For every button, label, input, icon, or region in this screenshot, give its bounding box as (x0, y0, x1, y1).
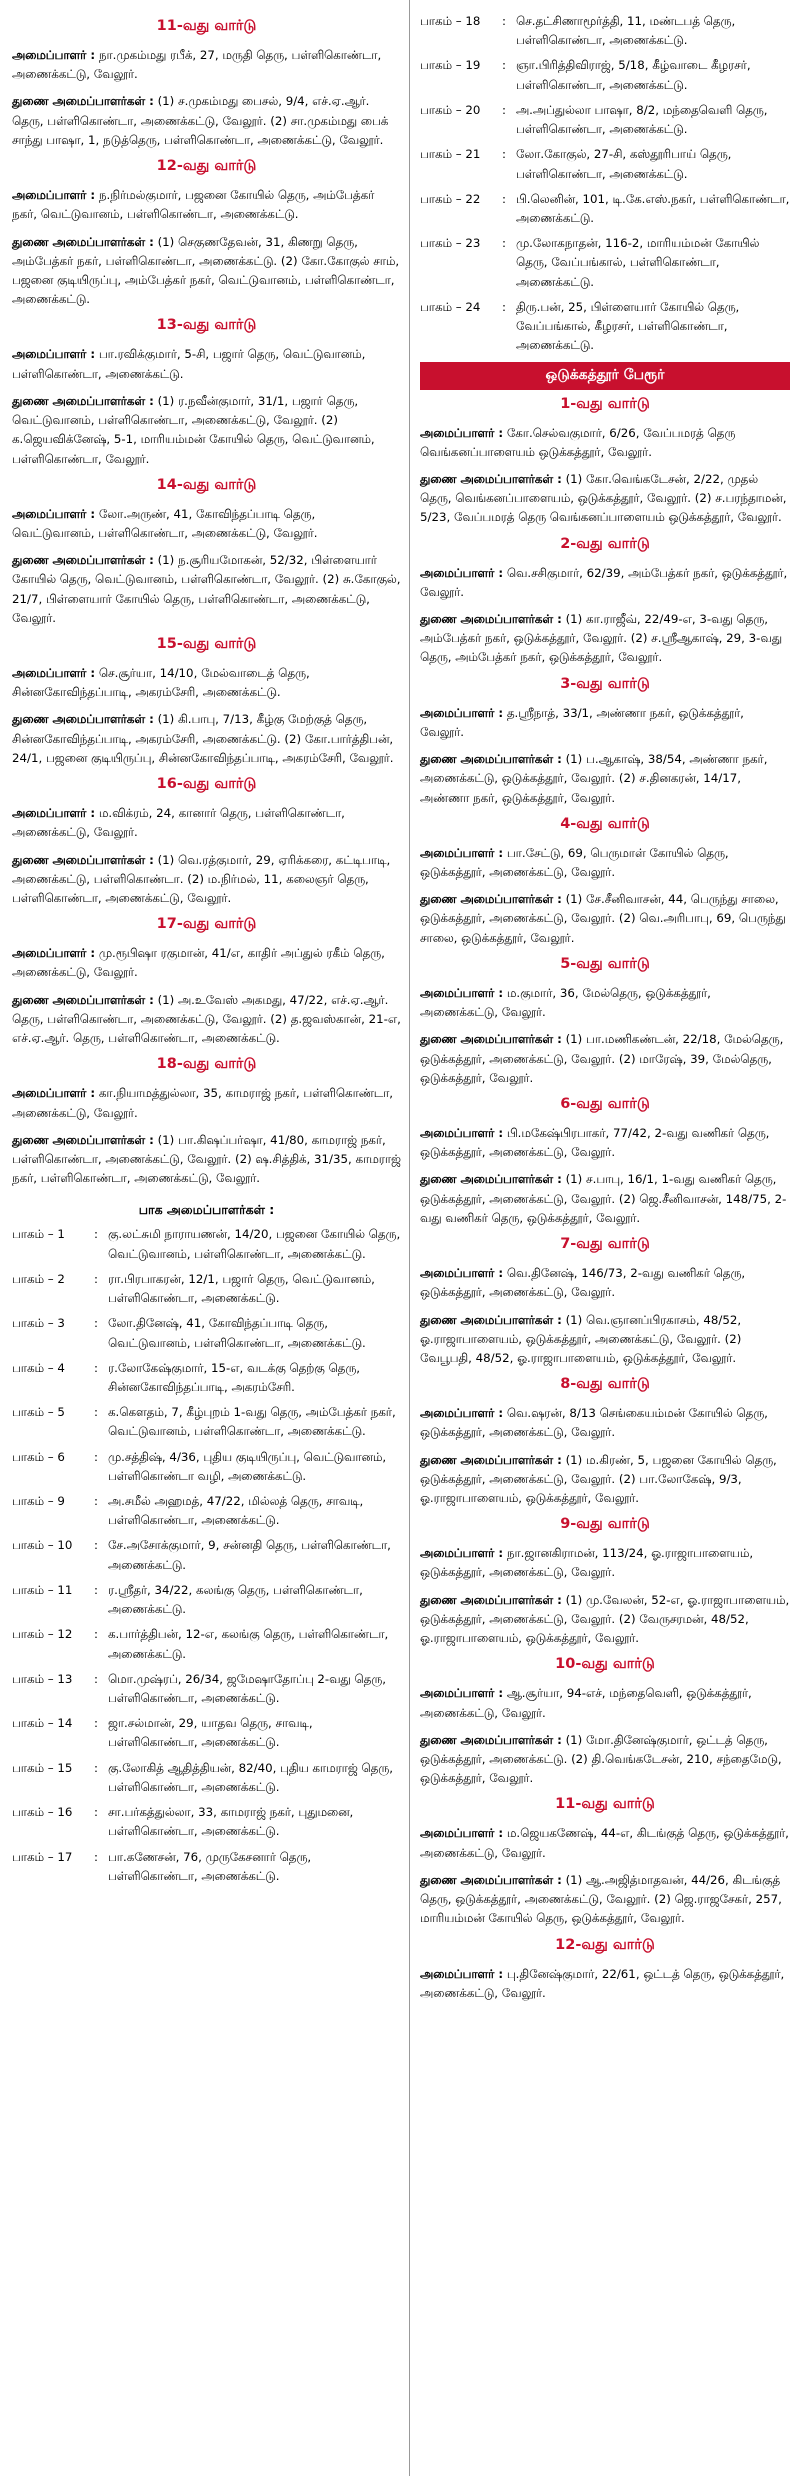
ward-heading: 11-வது வார்டு (156, 18, 257, 34)
booth-row (12, 1314, 401, 1352)
deputy-organizers-details: (1) வெ.ஞானப்பிரகாசம், 48/52, ஓ.ராஜாபாளையம், ஒடுக்கத்தூர், அணைக்கட்டு, வேலூர். (2) வேபூபதி, 48/52, ஓ.ராஜாபாளையம், ஒடுக்கத்தூர், வேலூர். (420, 1312, 742, 1365)
booth-label: பாகம் (12, 1494, 44, 1509)
ward-section (12, 776, 401, 908)
booth-number-value: 2 (57, 1271, 65, 1286)
booth-organizer-details: மொ.முஷ்ரப், 26/34, ஜமேஷாதோப்பு 2-வது தெரு, பள்ளிகொண்டா, அணைக்கட்டு. (108, 1671, 386, 1705)
organizer-label: அமைப்பாளர் : (420, 565, 504, 580)
deputy-organizers-label: துணை அமைப்பாளர்கள் : (12, 94, 154, 109)
organizer-entry (12, 186, 401, 224)
booth-separator: : (502, 14, 506, 28)
booth-row (12, 1803, 401, 1841)
organizer-details: நா.ஜானகிராமன், 113/24, ஓ.ராஜாபாளையம், ஒடுக்கத்தூர், அணைக்கட்டு, வேலூர். (420, 1546, 754, 1580)
booth-number: பாகம் – 15 (12, 1760, 73, 1775)
organizer-details: பு.தினேஷ்குமார், 22/61, ஒட்டத் தெரு, ஒடுக்கத்தூர், அணைக்கட்டு, வேலூர். (420, 1966, 785, 2000)
ward-heading: 9-வது வார்டு (560, 1516, 650, 1533)
organizer-label: அமைப்பாளர் : (420, 1266, 504, 1281)
ward-section (12, 18, 401, 150)
deputy-organizers-label: துணை அமைப்பாளர்கள் : (420, 1872, 562, 1887)
left-ward-list (12, 18, 401, 1188)
deputy-organizers-entry (420, 1170, 790, 1228)
organizer-label: அமைப்பாளர் : (12, 1086, 96, 1101)
booth-label: பாகம் (420, 58, 452, 73)
organizer-label: அமைப்பாளர் : (420, 1686, 504, 1701)
booth-number: பாகம் – 1 (12, 1227, 65, 1242)
booth-separator: : (94, 1360, 98, 1375)
booth-organizer-details: க.கௌதம், 7, கீழ்புறம் 1-வது தெரு, அம்பேத்கர் நகர், வெட்டுவானம், பள்ளிகொண்டா, அணைக்கட்டு. (108, 1405, 396, 1439)
deputy-organizers-details: (1) பா.கிஷப்பர்ஷா, 41/80, காமராஜ் நகர், பள்ளிகொண்டா, அணைக்கட்டு, வேலூர். (2) ஷ.சித்திக், 31/35, காமராஜ் நகர், பள்ளிகொண்டா, அணைக்கட்டு, வேலூர். (12, 1132, 401, 1186)
booth-number-value: 12 (57, 1627, 73, 1642)
booth-organizer-details: பி.லெனின், 101, டி.கே.எஸ்.நகர், பள்ளிகொண்டா, அணைக்கட்டு. (516, 191, 790, 225)
town-banner: ஒடுக்கத்தூர் பேரூர் (420, 362, 790, 390)
ward-heading: 3-வது வார்டு (560, 675, 650, 692)
organizer-entry (420, 1824, 790, 1862)
deputy-organizers-details: (1) ந.சூரியமோகன், 52/32, பிள்ளையார் கோயில் தெரு, வெட்டுவானம், பள்ளிகொண்டா, வேலூர். (2) சு.கோகுல், 21/7, பிள்ளையார் கோயில் தெரு, பள்ளிகொண்டா, அணைக்கட்டு, வேலூர். (12, 553, 401, 625)
booth-organizer-details: ர.ஸ்ரீதர், 34/22, கலங்கு தெரு, பள்ளிகொண்டா, அணைக்கட்டு. (108, 1582, 363, 1617)
booth-organizer-details: மு.சத்திஷ், 4/36, புதிய குடியிருப்பு, வெட்டுவானம், பள்ளிகொண்டா வழி, அணைக்கட்டு. (108, 1449, 387, 1483)
deputy-organizers-details: (1) ப.ஆகாஷ், 38/54, அண்ணா நகர், அணைக்கட்டு, ஒடுக்கத்தூர், வேலூர். (2) ச.தினகரன், 14/17, அண்ணா நகர், ஒடுக்கத்தூர், வேலூர். (420, 752, 768, 805)
booth-number: பாகம் – 4 (12, 1360, 65, 1375)
deputy-organizers-details: (1) பா.மணிகண்டன், 22/18, மேல்தெரு, ஒடுக்கத்தூர், அணைக்கட்டு, வேலூர். (2) மாரேஷ், 39, மேல்தெரு, ஒடுக்கத்தூர், வேலூர். (420, 1032, 784, 1085)
deputy-organizers-details: (1) செகுணதேவன், 31, கிணறு தெரு, அம்பேத்கர் நகர், பள்ளிகொண்டா, அணைக்கட்டு. (2) கோ.கோகுல் சாம், பஜனை குடியிருப்பு, அம்பேத்கர் நகர், வெட்டுவானம், பள்ளிகொண்டா, அணைக்கட்டு. (12, 234, 400, 307)
booth-separator: : (94, 1538, 98, 1553)
booth-separator: : (94, 1227, 98, 1242)
ward-heading: 14-வது வார்டு (156, 476, 257, 493)
ward-section (420, 1796, 790, 1928)
deputy-organizers-entry (12, 92, 401, 150)
deputy-organizers-entry (420, 1030, 790, 1088)
booth-label: பாகம் (420, 147, 452, 162)
deputy-organizers-entry (12, 1131, 401, 1189)
ward-heading: 1-வது வார்டு (560, 395, 650, 412)
organizer-details: நா.முகம்மது ரபீக், 27, மருதி தெரு, பள்ளிகொண்டா, அணைக்கட்டு, வேலூர். (12, 48, 382, 82)
ward-heading: 7-வது வார்டு (560, 1236, 650, 1253)
booth-label: பாகம் (12, 1227, 44, 1242)
organizer-label: அமைப்பாளர் : (420, 1546, 504, 1561)
ward-section (420, 816, 790, 948)
organizer-entry (12, 1084, 401, 1122)
ward-section (12, 317, 401, 468)
booth-separator: : (94, 1805, 98, 1820)
booth-separator: : (94, 1582, 98, 1597)
booth-label: பாகம் (12, 1360, 44, 1375)
organizer-label: அமைப்பாளர் : (12, 48, 96, 62)
booth-list-left (12, 1225, 401, 1886)
organizer-entry (420, 424, 790, 462)
booth-number-value: 14 (57, 1716, 73, 1731)
booth-number-value: 1 (57, 1227, 65, 1242)
booth-number-value: 9 (57, 1494, 65, 1509)
booth-organizer-details: ர.லோகேஷ்குமார், 15-எ, வடக்கு தெற்கு தெரு, சின்னகோவிந்தப்பாடி, அகரம்சேரி. (108, 1360, 361, 1394)
booth-number: பாகம் – 12 (12, 1627, 73, 1642)
deputy-organizers-details: (1) சே.சீனிவாசன், 44, பெருந்து சாலை, ஒடுக்கத்தூர், அணைக்கட்டு, வேலூர். (2) வெ.அரிபாபு, 69, பெருந்து சாலை, ஒடுக்கத்தூர், வேலூர். (420, 892, 786, 945)
deputy-organizers-entry (420, 610, 790, 668)
ward-heading: 8-வது வார்டு (560, 1376, 650, 1393)
organizer-entry (12, 505, 401, 543)
deputy-organizers-entry (12, 991, 401, 1049)
organizer-entry (420, 844, 790, 882)
ward-section (420, 396, 790, 528)
ward-heading: 13-வது வார்டு (156, 317, 257, 334)
booth-row (420, 145, 790, 183)
deputy-organizers-label: துணை அமைப்பாளர்கள் : (420, 1732, 562, 1747)
booth-label: பாகம் (12, 1627, 44, 1642)
booth-organizer-details: ரா.பிரபாகரன், 12/1, பஜார் தெரு, வெட்டுவானம், பள்ளிகொண்டா, அணைக்கட்டு. (108, 1271, 375, 1306)
booth-number: பாகம் – 9 (12, 1494, 65, 1509)
booth-row (420, 234, 790, 292)
booth-number-value: 22 (465, 191, 481, 206)
organizer-label: அமைப்பாளர் : (420, 845, 504, 860)
right-ward-list (420, 396, 790, 2003)
deputy-organizers-entry (420, 1591, 790, 1649)
booth-number: பாகம் – 11 (12, 1582, 73, 1597)
booth-number: பாகம் – 23 (420, 236, 481, 251)
deputy-organizers-label: துணை அமைப்பாளர்கள் : (420, 1312, 562, 1327)
organizer-entry (12, 944, 401, 982)
organizer-entry (420, 1404, 790, 1442)
booth-organizer-details: மு.லோகநாதன், 116-2, மாரியம்மன் கோயில் தெரு, வேப்பங்கால், பள்ளிகொண்டா, அணைக்கட்டு. (516, 236, 760, 289)
deputy-organizers-entry (12, 392, 401, 469)
ward-heading: 12-வது வார்டு (555, 1936, 655, 1953)
organizer-entry (420, 1684, 790, 1722)
organizer-label: அமைப்பாளர் : (420, 985, 504, 1000)
ward-heading: 5-வது வார்டு (560, 955, 650, 972)
booth-number-value: 19 (465, 58, 481, 73)
deputy-organizers-entry (420, 750, 790, 808)
deputy-organizers-label: துணை அமைப்பாளர்கள் : (420, 1592, 562, 1607)
ward-section (420, 1937, 790, 2003)
organizer-details: லோ.அருண், 41, கோவிந்தப்பாடி தெரு, வெட்டுவானம், பள்ளிகொண்டா, அணைக்கட்டு, வேலூர். (12, 506, 318, 540)
organizer-details: வெ.சசிகுமார், 62/39, அம்பேத்கர் நகர், ஒடுக்கத்தூர், வேலூர். (420, 565, 788, 599)
booth-number-value: 24 (465, 299, 481, 314)
organizer-label: அமைப்பாளர் : (420, 425, 504, 440)
organizer-entry (420, 564, 790, 602)
deputy-organizers-label: துணை அமைப்பாளர்கள் : (12, 992, 154, 1007)
booth-organizer-details: ஞா.பிரித்திவிராஜ், 5/18, கீழ்வாடை கீழரசர், பள்ளிகொண்டா, அணைக்கட்டு. (516, 58, 751, 92)
booth-number-value: 17 (57, 1849, 73, 1864)
organizer-details: வெ.தினேஷ், 146/73, 2-வது வணிகர் தெரு, ஒடுக்கத்தூர், அணைக்கட்டு, வேலூர். (420, 1266, 746, 1300)
ward-section (12, 916, 401, 1048)
ward-heading: 10-வது வார்டு (555, 1656, 655, 1673)
booth-number: பாகம் – 2 (12, 1271, 65, 1286)
booth-number-value: 20 (465, 102, 481, 117)
organizer-details: த.ஸ்ரீநாத், 33/1, அண்ணா நகர், ஒடுக்கத்தூர், வேலூர். (420, 705, 744, 739)
deputy-organizers-label: துணை அமைப்பாளர்கள் : (12, 553, 154, 568)
booth-number: பாகம் – 14 (12, 1716, 73, 1731)
deputy-organizers-label: துணை அமைப்பாளர்கள் : (420, 612, 562, 627)
booth-organizers-title: பாக அமைப்பாளர்கள் : (138, 1202, 275, 1218)
booth-separator: : (94, 1494, 98, 1509)
booth-separator: : (94, 1627, 98, 1642)
deputy-organizers-entry (12, 233, 401, 310)
deputy-organizers-details: (1) மோ.தினேஷ்குமார், ஒட்டத் தெரு, ஒடுக்கத்தூர், அணைக்கட்டு. (2) தி.வெங்கடேசன், 210, சந்தைமேடு, ஒடுக்கத்தூர், வேலூர். (420, 1732, 782, 1786)
organizer-entry (420, 704, 790, 742)
deputy-organizers-details: (1) வெ.ரத்குமார், 29, ஏரிக்கரை, கட்டிபாடி, அணைக்கட்டு, பள்ளிகொண்டா. (2) ம.நிர்மல், 11, கலைஞர் தெரு, பள்ளிகொண்டா, அணைக்கட்டு, வேலூர். (12, 852, 391, 905)
organizer-entry (12, 804, 401, 842)
booth-label: பாகம் (12, 1538, 44, 1553)
ward-heading: 2-வது வார்டு (560, 535, 650, 552)
booth-label: பாகம் (12, 1405, 44, 1420)
deputy-organizers-details: (1) கி.பாபு, 7/13, கீழ்கு மேற்குத் தெரு, சின்னகோவிந்தப்பாடி, அகரம்சேரி, அணைக்கட்டு. (2) கோ.பார்த்திபன், 24/1, பஜனை குடியிருப்பு, சின்னகோவிந்தப்பாடி, அகரம்சேரி, வேலூர். (12, 712, 394, 765)
booth-organizer-details: சே.அசோக்குமார், 9, சன்னதி தெரு, பள்ளிகொண்டா, அணைக்கட்டு. (108, 1538, 391, 1572)
organizer-entry (12, 345, 401, 383)
booth-organizer-details: லோ.தினேஷ், 41, கோவிந்தப்பாடி தெரு, வெட்டுவானம், பள்ளிகொண்டா, அணைக்கட்டு. (108, 1316, 366, 1350)
deputy-organizers-label: துணை அமைப்பாளர்கள் : (420, 1032, 562, 1047)
ward-heading: 4-வது வார்டு (560, 815, 650, 832)
organizer-details: பி.மகேஷ்பிரபாகர், 77/42, 2-வது வணிகர் தெரு, ஒடுக்கத்தூர், அணைக்கட்டு, வேலூர். (420, 1125, 770, 1160)
booth-row (12, 1270, 401, 1308)
booth-number-value: 21 (465, 147, 481, 162)
booth-number-value: 18 (465, 14, 481, 28)
booth-number-value: 4 (57, 1360, 65, 1375)
booth-row (420, 190, 790, 228)
organizer-label: அமைப்பாளர் : (12, 506, 96, 521)
ward-heading: 15-வது வார்டு (156, 636, 257, 653)
organizer-details: வெ.ஷரன், 8/13 செங்கையம்மன் கோயில் தெரு, ஒடுக்கத்தூர், அணைக்கட்டு, வேலூர். (420, 1406, 768, 1440)
booth-row (12, 1759, 401, 1797)
booth-separator: : (502, 58, 506, 73)
ward-section (420, 1516, 790, 1648)
organizer-details: ம.ஜெயகணேஷ், 44-எ, கிடங்குத் தெரு, ஒடுக்கத்தூர், அணைக்கட்டு, வேலூர். (420, 1826, 789, 1860)
booth-row (12, 1714, 401, 1752)
deputy-organizers-entry (12, 710, 401, 768)
deputy-organizers-entry (420, 890, 790, 948)
booth-number: பாகம் – 22 (420, 191, 481, 206)
booth-separator: : (94, 1849, 98, 1864)
booth-label: பாகம் (12, 1449, 44, 1464)
booth-number: பாகம் – 13 (12, 1671, 73, 1686)
ward-section (420, 1096, 790, 1228)
booth-number: பாகம் – 3 (12, 1316, 65, 1331)
booth-label: பாகம் (12, 1805, 44, 1820)
booth-row (12, 1848, 401, 1886)
booth-label: பாகம் (12, 1271, 44, 1286)
booth-separator: : (94, 1316, 98, 1331)
booth-number: பாகம் – 10 (12, 1538, 73, 1553)
ward-heading: 18-வது வார்டு (156, 1056, 257, 1073)
booth-organizer-details: பா.கணேசன், 76, முருகேசனார் தெரு, பள்ளிகொண்டா, அணைக்கட்டு. (108, 1849, 312, 1883)
deputy-organizers-details: (1) ச.முகம்மது பைசல், 9/4, எச்.ஏ.ஆர். தெரு, பள்ளிகொண்டா, அணைக்கட்டு, வேலூர். (2) சா.முகம்மது பைக் சாந்து பாஷா, 1, நடுத்தெரு, பள்ளிகொண்டா, அணைக்கட்டு, வேலூர். (12, 94, 389, 147)
booth-number: பாகம் – 5 (12, 1405, 65, 1420)
booth-number: பாகம் – 16 (12, 1805, 73, 1820)
ward-section (12, 636, 401, 768)
ward-heading: 12-வது வார்டு (156, 158, 257, 175)
booth-row (12, 1536, 401, 1574)
booth-organizer-details: சா.பர்கத்துல்லா, 33, காமராஜ் நகர், புதுமனை, பள்ளிகொண்டா, அணைக்கட்டு. (108, 1805, 354, 1839)
booth-separator: : (502, 236, 506, 251)
booth-number-value: 6 (57, 1449, 65, 1464)
ward-section (420, 1376, 790, 1508)
booth-number: பாகம் – 24 (420, 299, 481, 314)
booth-row (12, 1448, 401, 1486)
ward-section (420, 1656, 790, 1788)
booth-label: பாகம் (420, 236, 452, 251)
deputy-organizers-entry (420, 1731, 790, 1789)
deputy-organizers-label: துணை அமைப்பாளர்கள் : (420, 1172, 562, 1187)
ward-heading: 16-வது வார்டு (156, 776, 257, 793)
booth-row (12, 1581, 401, 1619)
deputy-organizers-details: (1) கோ.வெங்கடேசன், 2/22, முதல் தெரு, வெங்கனப்பாளையம், ஒடுக்கத்தூர், வேலூர். (2) ச.பரந்தாமன், 5/23, வேப்பமரத் தெரு வெங்கனப்பாளையம் ஒடுக்கத்தூர், வேலூர். (420, 471, 787, 525)
organizer-entry (420, 984, 790, 1022)
organizer-entry (12, 46, 401, 84)
booth-row (12, 1359, 401, 1397)
booth-number-value: 23 (465, 236, 481, 251)
booth-number-value: 3 (57, 1316, 65, 1331)
ward-section (12, 477, 401, 628)
organizer-label: அமைப்பாளர் : (420, 1966, 504, 1981)
booth-number-value: 16 (57, 1805, 73, 1820)
organizer-label: அமைப்பாளர் : (12, 666, 96, 681)
booth-row (420, 56, 790, 94)
organizer-label: அமைப்பாளர் : (12, 946, 96, 961)
organizer-details: ஆ.சூர்யா, 94-எச், மந்தைவெளி, ஒடுக்கத்தூர், அணைக்கட்டு, வேலூர். (420, 1686, 752, 1720)
booth-separator: : (94, 1671, 98, 1686)
organizer-details: செ.சூர்யா, 14/10, மேல்வாடைத் தெரு, சின்னகோவிந்தப்பாடி, அகரம்சேரி, அணைக்கட்டு. (12, 666, 310, 700)
booth-number-value: 11 (57, 1582, 73, 1597)
organizer-details: கா.நியாமத்துல்லா, 35, காமராஜ் நகர், பள்ளிகொண்டா, அணைக்கட்டு, வேலூர். (12, 1086, 394, 1120)
booth-row (420, 101, 790, 139)
booth-organizer-details: ஜா.சல்மான், 29, யாதவ தெரு, சாவடி, பள்ளிகொண்டா, அணைக்கட்டு. (108, 1716, 313, 1750)
ward-section (420, 676, 790, 808)
booth-row (12, 1492, 401, 1530)
booth-label: பாகம் (420, 102, 452, 117)
booth-row (12, 1403, 401, 1441)
booth-number-value: 13 (57, 1671, 73, 1686)
deputy-organizers-details: (1) ம.கிரண், 5, பஜனை கோயில் தெரு, ஒடுக்கத்தூர், அணைக்கட்டு, வேலூர். (2) பா.லோகேஷ், 9/3, ஓ.ராஜாபாளையம், ஒடுக்கத்தூர், வேலூர். (420, 1452, 777, 1506)
organizer-label: அமைப்பாளர் : (12, 188, 96, 203)
deputy-organizers-entry (420, 470, 790, 528)
ward-heading: 17-வது வார்டு (156, 916, 257, 933)
ward-heading: 6-வது வார்டு (560, 1095, 650, 1112)
booth-row (420, 12, 790, 50)
booth-label: பாகம் (420, 191, 452, 206)
booth-separator: : (502, 147, 506, 162)
right-column (410, 0, 800, 2476)
booth-label: பாகம் (12, 1582, 44, 1597)
deputy-organizers-details: (1) கா.ராஜீவ், 22/49-எ, 3-வது தெரு, அம்பேத்கர் நகர், ஒடுக்கத்தூர், வேலூர். (2) ச.ஸ்ரீஆகாஷ், 29, 3-வது தெரு, அம்பேத்கர் நகர், ஒடுக்கத்தூர், வேலூர். (420, 612, 782, 665)
booth-list-right (420, 12, 790, 356)
booth-separator: : (94, 1760, 98, 1775)
organizer-entry (420, 1965, 790, 2003)
deputy-organizers-label: துணை அமைப்பாளர்கள் : (420, 752, 562, 767)
organizer-label: அமைப்பாளர் : (420, 705, 504, 720)
booth-row (12, 1625, 401, 1663)
booth-row (12, 1225, 401, 1263)
booth-label: பாகம் (12, 1849, 44, 1864)
deputy-organizers-label: துணை அமைப்பாளர்கள் : (12, 234, 154, 249)
deputy-organizers-details: (1) அ.உவேஸ் அகமது, 47/22, எச்.ஏ.ஆர். தெரு, பள்ளிகொண்டா, அணைக்கட்டு, வேலூர். (2) த.ஜவஸ்கான், 21-எ, எச்.ஏ.ஆர். தெரு, பள்ளிகொண்டா, அணைக்கட்டு. (12, 992, 401, 1046)
organizer-details: பா.சேட்டு, 69, பெருமாள் கோயில் தெரு, ஒடுக்கத்தூர், அணைக்கட்டு, வேலூர். (420, 845, 729, 879)
organizer-label: அமைப்பாளர் : (12, 347, 96, 362)
deputy-organizers-entry (12, 851, 401, 909)
deputy-organizers-details: (1) மு.வேலன், 52-எ, ஓ.ராஜாபாளையம், ஒடுக்கத்தூர், அணைக்கட்டு, வேலூர். (2) வேருசரமன், 48/52, ஓ.ராஜாபாளையம், ஒடுக்கத்தூர், வேலூர். (420, 1592, 790, 1646)
booth-row (12, 1670, 401, 1708)
organizer-label: அமைப்பாளர் : (12, 806, 96, 821)
deputy-organizers-label: துணை அமைப்பாளர்கள் : (12, 712, 154, 727)
organizer-details: ந.நிர்மல்குமார், பஜனை கோயில் தெரு, அம்பேத்கர் நகர், வெட்டுவானம், பள்ளிகொண்டா, அணைக்கட்டு. (12, 188, 375, 222)
deputy-organizers-details: (1) ஆ.அஜித்மாதவன், 44/26, கிடங்குத் தெரு, ஒடுக்கத்தூர், அணைக்கட்டு, வேலூர். (2) ஜெ.ராஜசேகர், 257, மாரியம்மன் கோயில் தெரு, ஒடுக்கத்தூர், வேலூர். (420, 1872, 782, 1926)
organizer-details: மு.ரூபிஷா ரகுமான், 41/எ, காதிர் அப்துல் ரகீம் தெரு, அணைக்கட்டு, வேலூர். (12, 946, 385, 980)
deputy-organizers-entry (420, 1871, 790, 1929)
deputy-organizers-label: துணை அமைப்பாளர்கள் : (420, 1452, 562, 1467)
booth-number: பாகம் – 18 (420, 14, 481, 28)
booth-separator: : (94, 1405, 98, 1420)
deputy-organizers-entry (420, 1311, 790, 1369)
ward-section (420, 536, 790, 668)
booth-organizer-details: அ.அப்துல்லா பாஷா, 8/2, மந்தைவெளி தெரு, பள்ளிகொண்டா, அணைக்கட்டு. (516, 102, 768, 137)
booth-number: பாகம் – 17 (12, 1849, 73, 1864)
booth-separator: : (502, 102, 506, 117)
booth-number-value: 15 (57, 1760, 73, 1775)
booth-label: பாகம் (420, 14, 452, 28)
organizer-details: கோ.செல்வகுமார், 6/26, வேப்பமரத் தெரு வெங்கனப்பாளையம் ஒடுக்கத்தூர், வேலூர். (420, 425, 736, 459)
booth-number: பாகம் – 20 (420, 102, 481, 117)
booth-row (420, 298, 790, 356)
organizer-entry (420, 1264, 790, 1302)
booth-number: பாகம் – 21 (420, 147, 481, 162)
ward-section (12, 1056, 401, 1188)
booth-separator: : (94, 1271, 98, 1286)
booth-label: பாகம் (12, 1760, 44, 1775)
organizer-label: அமைப்பாளர் : (420, 1826, 504, 1841)
booth-label: பாகம் (12, 1316, 44, 1331)
booth-organizer-details: க.பார்த்திபன், 12-எ, கலங்கு தெரு, பள்ளிகொண்டா, அணைக்கட்டு. (108, 1627, 389, 1661)
booth-separator: : (502, 299, 506, 314)
booth-number: பாகம் – 19 (420, 58, 481, 73)
booth-number: பாகம் – 6 (12, 1449, 65, 1464)
organizer-details: பா.ரவிக்குமார், 5-சி, பஜார் தெரு, வெட்டுவானம், பள்ளிகொண்டா, அணைக்கட்டு. (12, 347, 366, 381)
deputy-organizers-label: துணை அமைப்பாளர்கள் : (12, 852, 154, 867)
booth-organizer-details: கு.லட்சுமி நாராயணன், 14/20, பஜனை கோயில் தெரு, வெட்டுவானம், பள்ளிகொண்டா, அணைக்கட்டு. (108, 1227, 401, 1261)
deputy-organizers-label: துணை அமைப்பாளர்கள் : (420, 892, 562, 907)
organizer-entry (12, 664, 401, 702)
booth-organizer-details: கு.லோகித் ஆதித்தியன், 82/40, புதிய காமராஜ் தெரு, பள்ளிகொண்டா, அணைக்கட்டு. (108, 1760, 393, 1794)
booth-organizer-details: அ.சமீல் அஹமத், 47/22, மில்லத் தெரு, சாவடி, பள்ளிகொண்டா, அணைக்கட்டு. (108, 1494, 364, 1528)
deputy-organizers-entry (12, 551, 401, 628)
deputy-organizers-label: துணை அமைப்பாளர்கள் : (12, 1132, 154, 1147)
ward-section (420, 956, 790, 1088)
booth-separator: : (94, 1449, 98, 1464)
deputy-organizers-details: (1) ச.பாபு, 16/1, 1-வது வணிகர் தெரு, ஒடுக்கத்தூர், அணைக்கட்டு, வேலூர். (2) ஜெ.சீனிவாசன், 148/75, 2-வது வணிகர் தெரு, ஒடுக்கத்தூர், வேலூர். (420, 1172, 787, 1225)
booth-organizer-details: செ.தட்சிணாமூர்த்தி, 11, மண்டபத் தெரு, பள்ளிகொண்டா, அணைக்கட்டு. (516, 14, 736, 48)
organizer-entry (420, 1544, 790, 1582)
organizer-entry (420, 1124, 790, 1162)
booth-label: பாகம் (12, 1716, 44, 1731)
organizer-label: அமைப்பாளர் : (420, 1406, 504, 1421)
ward-heading: 11-வது வார்டு (555, 1796, 655, 1813)
ward-section (12, 158, 401, 309)
deputy-organizers-entry (420, 1451, 790, 1509)
organizer-details: ம.விக்ரம், 24, கானார் தெரு, பள்ளிகொண்டா, அணைக்கட்டு, வேலூர். (12, 806, 345, 840)
booth-separator: : (502, 191, 506, 206)
deputy-organizers-label: துணை அமைப்பாளர்கள் : (420, 471, 562, 486)
booth-label: பாகம் (12, 1671, 44, 1686)
booth-label: பாகம் (420, 299, 452, 314)
deputy-organizers-label: துணை அமைப்பாளர்கள் : (12, 393, 154, 408)
booth-number-value: 10 (57, 1538, 73, 1553)
booth-separator: : (94, 1716, 98, 1731)
booth-organizer-details: லோ.கோகுல், 27-சி, கஸ்தூரிபாய் தெரு, பள்ளிகொண்டா, அணைக்கட்டு. (516, 147, 732, 181)
booth-organizer-details: திரு.பன், 25, பிள்ளையார் கோயில் தெரு, வேப்பங்கால், கீழரசர், பள்ளிகொண்டா, அணைக்கட்டு. (516, 299, 740, 353)
organizer-label: அமைப்பாளர் : (420, 1125, 504, 1140)
booth-number-value: 5 (57, 1405, 65, 1420)
ward-section (420, 1236, 790, 1368)
deputy-organizers-details: (1) ர.நவீன்குமார், 31/1, பஜார் தெரு, வெட்டுவானம், பள்ளிகொண்டா, அணைக்கட்டு, வேலூர். (2) க.ஜெயவிக்னேஷ், 5-1, மாரியம்மன் கோயில் தெரு, வெட்டுவானம், பள்ளிகொண்டா, வேலூர். (12, 393, 375, 466)
organizer-details: ம.குமார், 36, மேல்தெரு, ஒடுக்கத்தூர், அணைக்கட்டு, வேலூர். (420, 985, 711, 1020)
